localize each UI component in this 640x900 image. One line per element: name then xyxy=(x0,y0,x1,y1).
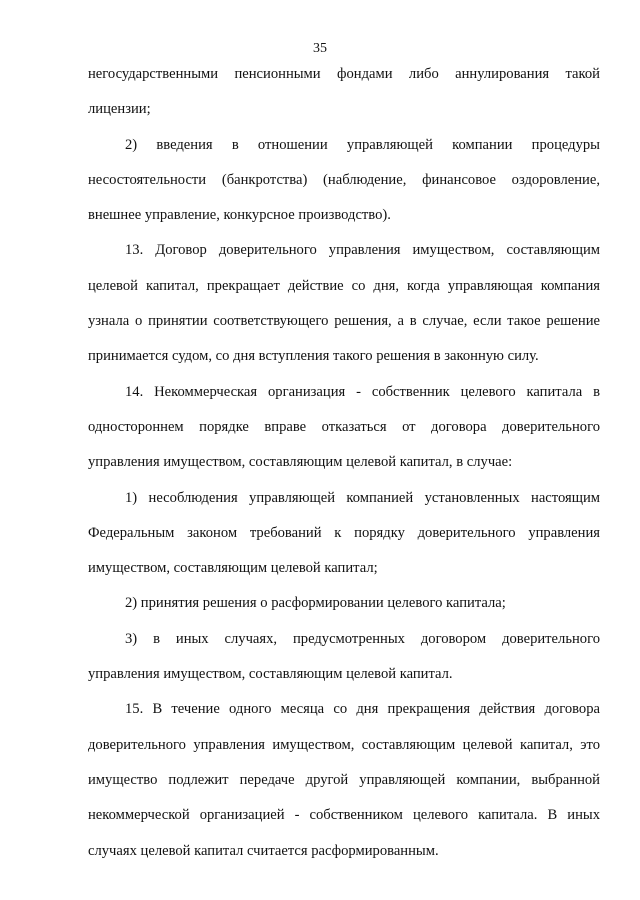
paragraph-section-14-item-2: 2) принятия решения о расформировании целевого капитала; xyxy=(125,595,506,612)
paragraph-section-14: 14. Некоммерческая организация - собственник целевого капитала в одностороннем порядке вправе отказаться от договора доверительного управления имуществом, составляющим целевой капитал, в случае: xyxy=(88,383,600,471)
document-body xyxy=(88,57,600,869)
paragraph-section-14-item-1: 1) несоблюдения управляющей компанией установленных настоящим Федеральным законом требований к порядку доверительного управления имуществом, составляющим целевой капитал; xyxy=(88,489,600,577)
page-number: 35 xyxy=(313,41,327,56)
paragraph-section-15: 15. В течение одного месяца со дня прекращения действия договора доверительного управления имуществом, составляющим целевой капитал, это имущество подлежит передаче другой управляющей компании, выбранной некоммерческой организацией - собственником целевого капитала. В иных случаях целевой капитал считается расформированным. xyxy=(88,701,600,859)
paragraph-continuation: негосударственными пенсионными фондами либо аннулирования такой лицензии; xyxy=(88,66,600,118)
paragraph-item-2: 2) введения в отношении управляющей компании процедуры несостоятельности (банкротства) (наблюдение, финансовое оздоровление, внешнее управление, конкурсное производство). xyxy=(88,136,600,224)
paragraph-section-13: 13. Договор доверительного управления имуществом, составляющим целевой капитал, прекращает действие со дня, когда управляющая компания узнала о принятии соответствующего решения, а в случае, если такое решение принимается судом, со дня вступления такого решения в законную силу. xyxy=(88,242,600,365)
paragraph-section-14-item-3: 3) в иных случаях, предусмотренных договором доверительного управления имуществом, составляющим целевой капитал. xyxy=(88,630,600,683)
